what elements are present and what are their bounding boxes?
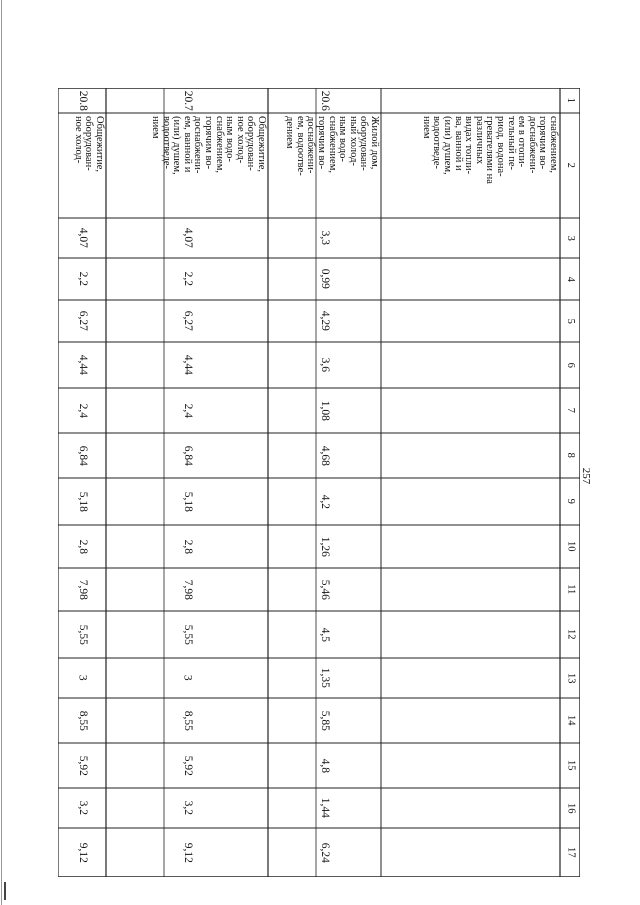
column-number-14-text: 14 xyxy=(565,715,577,726)
value-row-20-8-col-3-text: 4,07 xyxy=(76,227,89,249)
value-row-20-7-col-10 xyxy=(106,525,268,568)
value-row-20-8-col-4-text: 2,2 xyxy=(76,271,89,287)
value-row-20-8-col-17-text: 9,12 xyxy=(76,842,89,863)
row-description-row-20-7: Общежитие, оборудован- ное холод- ным водо- снабжением, горячим во- доснабжени- ем, ванной и (или) душем, водоотведе- нием xyxy=(150,116,267,175)
value-row-20-6-col-16 xyxy=(268,788,381,828)
row-description-row-20-8: Общежитие, оборудован- ное холод- xyxy=(72,116,105,173)
value-row-20-8-col-7 xyxy=(58,388,106,433)
value-row-20-6-col-16-text: 1,44 xyxy=(319,797,332,819)
column-number-13 xyxy=(560,658,580,698)
value-row-20-6-col-15-text: 4,8 xyxy=(319,758,332,773)
value-row-20-6-col-9-text: 4,2 xyxy=(319,494,332,509)
row-number-row-20-8-text: 20.8 xyxy=(76,90,89,111)
value-row-20-7-col-14-text: 8,55 xyxy=(181,710,194,731)
value-row-20-8-col-8-text: 6,84 xyxy=(76,445,89,466)
column-number-13-text: 13 xyxy=(565,672,577,684)
value-row-20-8-col-8 xyxy=(58,433,106,478)
value-row-20-8-col-12-text: 5,55 xyxy=(76,624,89,645)
value-row-20-6-col-17 xyxy=(268,828,381,877)
value-row-20-6-col-10-text: 1,26 xyxy=(319,536,332,557)
value-row-20-8-col-16 xyxy=(58,788,106,828)
value-row-20-7-col-10-text: 2,8 xyxy=(181,539,194,554)
value-row-20-8-col-15 xyxy=(58,743,106,788)
value-row-20-8-col-15-text: 5,92 xyxy=(76,755,89,776)
column-number-4-text: 4 xyxy=(565,276,577,282)
value-row-20-7-col-16-text: 3,2 xyxy=(181,800,194,816)
column-number-2-text: 2 xyxy=(565,162,577,169)
value-row-20-7-col-11 xyxy=(106,568,268,611)
column-number-7 xyxy=(560,388,580,433)
column-number-15-text: 15 xyxy=(565,760,577,771)
page-number: 257 xyxy=(580,467,592,485)
value-row-20-7-col-9 xyxy=(106,478,268,525)
column-number-16 xyxy=(560,788,580,828)
value-row-20-7-col-13-text: 3 xyxy=(181,675,194,681)
value-row-20-6-col-3-text: 3,3 xyxy=(319,230,332,246)
column-number-5 xyxy=(560,300,580,342)
value-row-20-6-col-4 xyxy=(268,258,381,300)
value-row-20-7-col-8-text: 6,84 xyxy=(181,445,194,466)
value-row-20-6-col-12-text: 4,5 xyxy=(319,627,332,642)
value-row-20-6-col-8 xyxy=(268,433,381,478)
value-row-20-8-col-13-text: 3 xyxy=(76,675,89,681)
column-number-1-text: 1 xyxy=(565,97,577,104)
column-number-11-text: 11 xyxy=(565,584,577,595)
column-number-6 xyxy=(560,342,580,388)
column-number-6-text: 6 xyxy=(565,362,577,368)
value-row-20-8-col-12 xyxy=(58,611,106,658)
value-row-20-7-col-5-text: 6,27 xyxy=(181,310,194,332)
column-number-12-text: 12 xyxy=(565,629,577,640)
value-row-20-7-col-15 xyxy=(106,743,268,788)
value-row-20-6-col-8-text: 4,68 xyxy=(319,445,332,466)
value-row-20-6-col-7 xyxy=(268,388,381,433)
row-description-continuation: снабжением, горячим во- доснабжени- ем в отопи- тельный пе- риод, водона- гревателями на различных видах топли- ва, ванной и (или) душем, водоотведе- нием xyxy=(420,116,559,184)
column-number-1 xyxy=(560,88,580,113)
value-row-20-7-col-13 xyxy=(106,658,268,698)
value-row-20-8-col-16-text: 3,2 xyxy=(76,800,89,816)
column-number-8-text: 8 xyxy=(565,452,577,459)
value-row-20-7-col-4 xyxy=(106,258,268,300)
value-row-20-8-col-4 xyxy=(58,258,106,300)
row-number-row-20-7-text: 20.7 xyxy=(181,90,194,111)
value-row-20-7-col-3-text: 4,07 xyxy=(181,227,194,249)
row-number-row-20-8 xyxy=(58,88,106,113)
value-row-20-8-col-10-text: 2,8 xyxy=(76,539,89,554)
value-row-20-7-col-6 xyxy=(106,342,268,388)
value-row-20-8-col-5-text: 6,27 xyxy=(76,310,89,332)
value-row-20-6-col-9 xyxy=(268,478,381,525)
value-row-20-8-col-11-text: 7,98 xyxy=(76,579,89,600)
tariff-table xyxy=(58,88,580,877)
value-row-20-6-col-11 xyxy=(268,568,381,611)
value-row-20-6-col-6-text: 3,6 xyxy=(319,357,332,373)
value-row-20-6-col-6 xyxy=(268,342,381,388)
value-row-20-7-col-6-text: 4,44 xyxy=(181,354,194,376)
value-row-20-6-col-13-text: 1,35 xyxy=(319,667,332,689)
value-row-20-8-col-5 xyxy=(58,300,106,342)
value-row-20-6-col-12 xyxy=(268,611,381,658)
column-number-17-text: 17 xyxy=(565,847,577,858)
value-row-20-7-col-12-text: 5,55 xyxy=(181,624,194,645)
value-row-20-8-col-6-text: 4,44 xyxy=(76,354,89,376)
column-number-9 xyxy=(560,478,580,525)
value-row-20-6-col-3 xyxy=(268,218,381,258)
column-number-17 xyxy=(560,828,580,877)
row-description-row-20-6: Жилой дом, оборудован- ный холод- ным водо- снабжением, горячим во- доснабжени- ем, водоотве- дением xyxy=(284,116,380,176)
value-row-20-7-col-11-text: 7,98 xyxy=(181,579,194,600)
value-row-20-8-col-13 xyxy=(58,658,106,698)
value-row-20-8-col-10 xyxy=(58,525,106,568)
column-number-3 xyxy=(560,218,580,258)
column-number-16-text: 16 xyxy=(565,802,577,814)
value-row-20-7-col-5 xyxy=(106,300,268,342)
value-row-20-8-col-6 xyxy=(58,342,106,388)
value-row-20-6-col-14-text: 5,85 xyxy=(319,710,332,731)
value-row-20-6-col-11-text: 5,46 xyxy=(319,579,332,600)
value-row-20-6-col-5-text: 4,29 xyxy=(319,310,332,332)
row-number-row-20-7 xyxy=(106,88,268,113)
value-row-20-7-col-3 xyxy=(106,218,268,258)
value-row-20-8-col-9-text: 5,18 xyxy=(76,491,89,512)
row-number-row-20-6-text: 20.6 xyxy=(319,90,332,111)
column-number-2 xyxy=(560,113,580,218)
value-row-20-7-col-16 xyxy=(106,788,268,828)
value-row-20-7-col-12 xyxy=(106,611,268,658)
column-number-11 xyxy=(560,568,580,611)
value-row-20-7-col-4-text: 2,2 xyxy=(181,271,194,287)
value-row-20-7-col-8 xyxy=(106,433,268,478)
value-row-20-8-col-11 xyxy=(58,568,106,611)
column-number-4 xyxy=(560,258,580,300)
value-row-20-6-col-10 xyxy=(268,525,381,568)
value-row-20-6-col-15 xyxy=(268,743,381,788)
column-number-12 xyxy=(560,611,580,658)
column-number-5-text: 5 xyxy=(565,318,577,324)
column-number-10 xyxy=(560,525,580,568)
value-row-20-6-col-4-text: 0,99 xyxy=(319,268,332,290)
value-row-20-7-col-17 xyxy=(106,828,268,877)
column-number-3-text: 3 xyxy=(565,235,577,241)
value-row-20-6-col-7-text: 1,08 xyxy=(319,400,332,421)
value-row-20-7-col-9-text: 5,18 xyxy=(181,491,194,512)
value-row-20-8-col-14-text: 8,55 xyxy=(76,710,89,731)
column-number-8 xyxy=(560,433,580,478)
value-row-20-8-col-14 xyxy=(58,698,106,743)
value-row-20-7-col-7-text: 2,4 xyxy=(181,403,194,418)
value-row-20-6-col-13 xyxy=(268,658,381,698)
value-row-20-7-col-17-text: 9,12 xyxy=(181,842,194,863)
column-number-10-text: 10 xyxy=(565,541,577,552)
value-row-20-6-col-14 xyxy=(268,698,381,743)
column-number-7-text: 7 xyxy=(565,407,577,414)
value-row-20-8-col-3 xyxy=(58,218,106,258)
value-row-20-6-col-17-text: 6,24 xyxy=(319,842,332,863)
value-row-20-6-col-5 xyxy=(268,300,381,342)
row-number-row-20-6 xyxy=(268,88,381,113)
value-row-20-7-col-14 xyxy=(106,698,268,743)
value-row-20-7-col-7 xyxy=(106,388,268,433)
value-row-20-8-col-7-text: 2,4 xyxy=(76,403,89,418)
scan-edge xyxy=(1,0,2,905)
column-number-14 xyxy=(560,698,580,743)
value-row-20-7-col-15-text: 5,92 xyxy=(181,755,194,776)
column-number-15 xyxy=(560,743,580,788)
scan-mark xyxy=(4,882,6,900)
column-number-9-text: 9 xyxy=(565,498,577,505)
value-row-20-8-col-17 xyxy=(58,828,106,877)
value-row-20-8-col-9 xyxy=(58,478,106,525)
